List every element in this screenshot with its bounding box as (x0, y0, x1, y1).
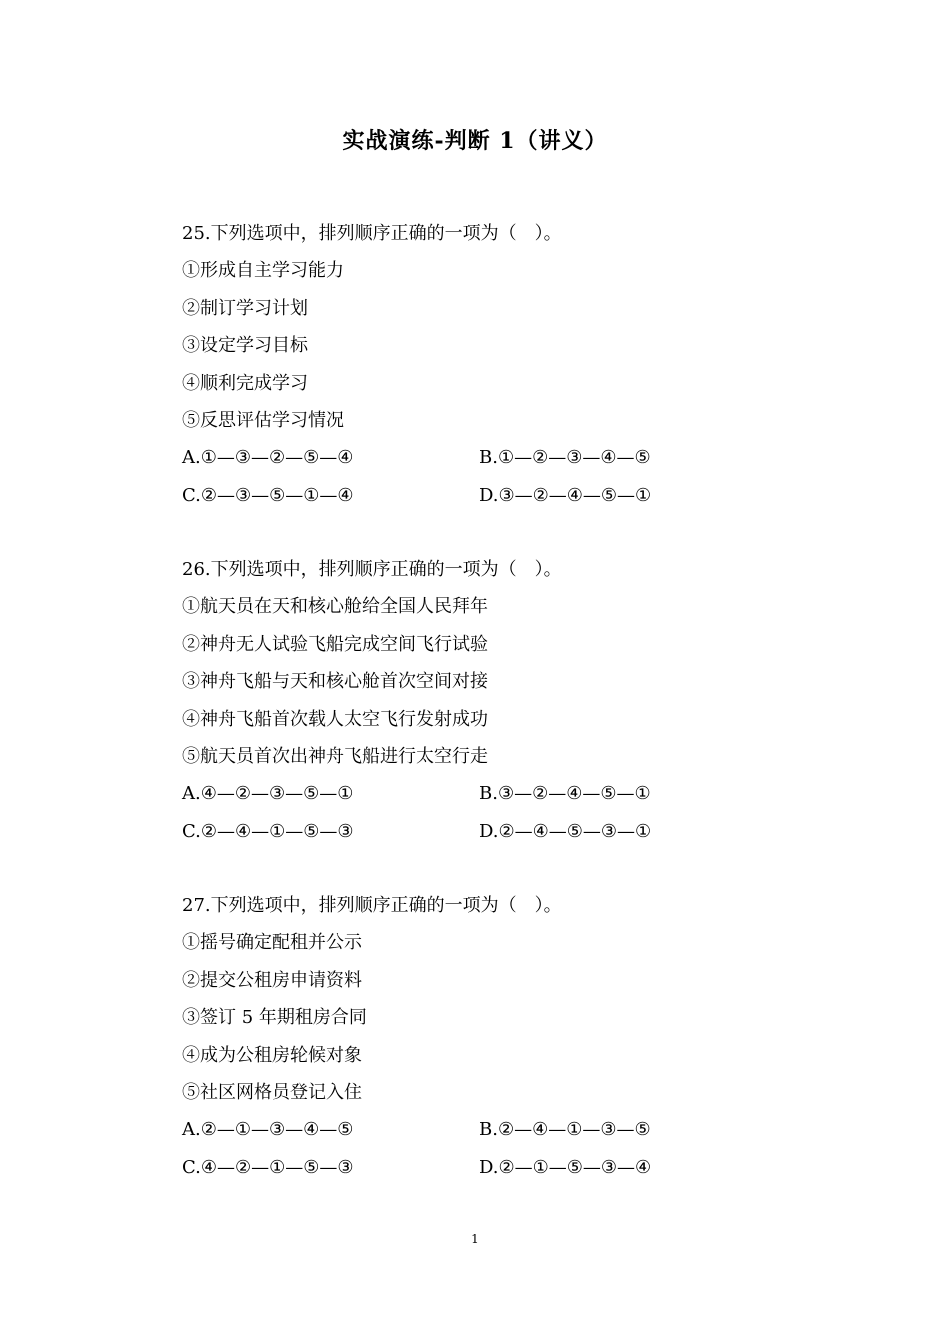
list-item: ①航天员在天和核心舱给全国人民拜年 (182, 596, 488, 618)
question-stem: 26.下列选项中，排列顺序正确的一项为（ ）。 (182, 559, 562, 580)
options-row (182, 813, 802, 850)
list-item: ⑤航天员首次出神舟飞船进行太空行走 (182, 745, 488, 767)
list-item: ②神舟无人试验飞船完成空间飞行试验 (182, 633, 488, 655)
question-stem: 25.下列选项中，排列顺序正确的一项为（ ）。 (182, 223, 562, 244)
option-b: B.②—④—①—③—⑤ (479, 1119, 651, 1141)
question-27 (182, 887, 802, 1186)
document-title: 实战演练-判断 1（讲义） (342, 128, 608, 154)
page-number: 1 (471, 1232, 479, 1246)
option-a: A.④—②—③—⑤—① (182, 783, 354, 805)
list-item: ④神舟飞船首次载人太空飞行发射成功 (182, 708, 488, 730)
option-c: C.②—③—⑤—①—④ (182, 484, 354, 506)
option-d: D.③—②—④—⑤—① (479, 484, 652, 506)
question-26 (182, 551, 802, 850)
list-item: ④成为公租房轮候对象 (182, 1044, 362, 1066)
option-d: D.②—④—⑤—③—① (479, 820, 652, 842)
option-b: B.③—②—④—⑤—① (479, 783, 651, 805)
option-c: C.②—④—①—⑤—③ (182, 820, 354, 842)
option-c: C.④—②—①—⑤—③ (182, 1156, 354, 1178)
option-a: A.②—①—③—④—⑤ (182, 1119, 354, 1141)
list-item: ①形成自主学习能力 (182, 260, 344, 282)
options-row (182, 1111, 802, 1148)
options-row (182, 775, 802, 812)
options-row (182, 439, 802, 476)
options-row (182, 1149, 802, 1186)
list-item: ②提交公租房申请资料 (182, 969, 362, 991)
list-item: ③设定学习目标 (182, 335, 308, 357)
list-item: ③神舟飞船与天和核心舱首次空间对接 (182, 671, 488, 693)
question-stem: 27.下列选项中，排列顺序正确的一项为（ ）。 (182, 895, 562, 916)
option-d: D.②—①—⑤—③—④ (479, 1156, 652, 1178)
options-row (182, 477, 802, 514)
list-item: ⑤社区网格员登记入住 (182, 1081, 362, 1103)
option-b: B.①—②—③—④—⑤ (479, 447, 651, 469)
list-item: ①摇号确定配租并公示 (182, 932, 362, 954)
list-item: ②制订学习计划 (182, 297, 308, 319)
list-item: ⑤反思评估学习情况 (182, 409, 344, 431)
option-a: A.①—③—②—⑤—④ (182, 447, 354, 469)
question-25 (182, 215, 802, 514)
list-item: ④顺利完成学习 (182, 372, 308, 394)
list-item: ③签订 5 年期租房合同 (182, 1007, 367, 1029)
